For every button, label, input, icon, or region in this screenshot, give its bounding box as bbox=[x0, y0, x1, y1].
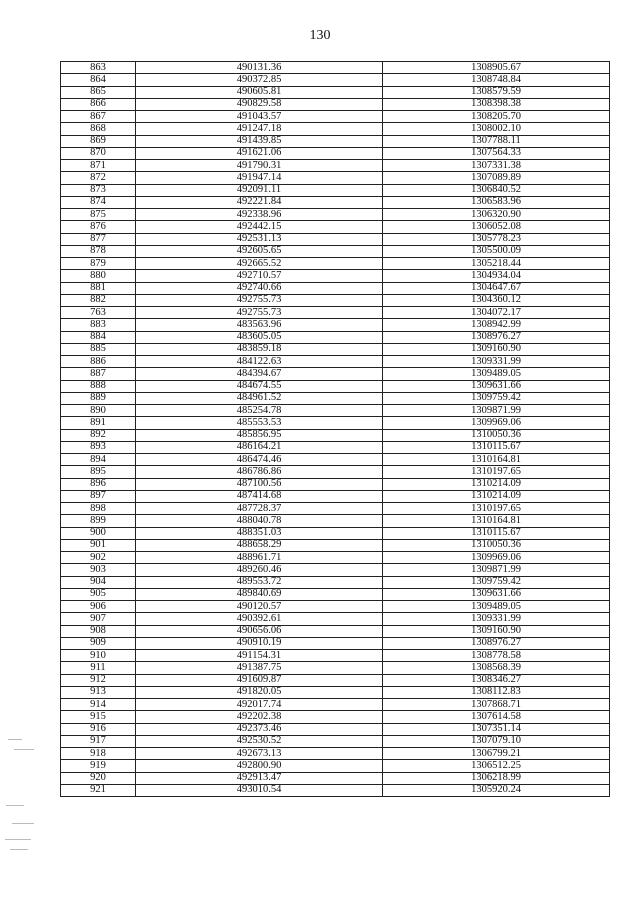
y-coordinate-cell: 1309759.42 bbox=[383, 392, 610, 404]
table-row bbox=[61, 625, 610, 637]
point-number-cell: 897 bbox=[61, 490, 136, 502]
y-coordinate-cell: 1309331.99 bbox=[383, 356, 610, 368]
y-coordinate-cell: 1307614.58 bbox=[383, 711, 610, 723]
table-row bbox=[61, 686, 610, 698]
y-coordinate-cell: 1305500.09 bbox=[383, 245, 610, 257]
y-coordinate-cell: 1310197.65 bbox=[383, 503, 610, 515]
x-coordinate-cell: 488351.03 bbox=[136, 527, 383, 539]
point-number-cell: 870 bbox=[61, 147, 136, 159]
x-coordinate-cell: 487100.56 bbox=[136, 478, 383, 490]
x-coordinate-cell: 486786.86 bbox=[136, 466, 383, 478]
y-coordinate-cell: 1306320.90 bbox=[383, 209, 610, 221]
x-coordinate-cell: 484961.52 bbox=[136, 392, 383, 404]
y-coordinate-cell: 1307351.14 bbox=[383, 723, 610, 735]
point-number-cell: 878 bbox=[61, 245, 136, 257]
table-row bbox=[61, 319, 610, 331]
y-coordinate-cell: 1308748.84 bbox=[383, 74, 610, 86]
y-coordinate-cell: 1307868.71 bbox=[383, 699, 610, 711]
table-row bbox=[61, 478, 610, 490]
point-number-cell: 918 bbox=[61, 748, 136, 760]
point-number-cell: 863 bbox=[61, 62, 136, 74]
point-number-cell: 904 bbox=[61, 576, 136, 588]
point-number-cell: 884 bbox=[61, 331, 136, 343]
table-row bbox=[61, 564, 610, 576]
table-row bbox=[61, 62, 610, 74]
table-row bbox=[61, 111, 610, 123]
y-coordinate-cell: 1310115.67 bbox=[383, 527, 610, 539]
point-number-cell: 883 bbox=[61, 319, 136, 331]
x-coordinate-cell: 490392.61 bbox=[136, 613, 383, 625]
point-number-cell: 876 bbox=[61, 221, 136, 233]
x-coordinate-cell: 489840.69 bbox=[136, 588, 383, 600]
table-row bbox=[61, 86, 610, 98]
table-row bbox=[61, 650, 610, 662]
table-row bbox=[61, 196, 610, 208]
y-coordinate-cell: 1310214.09 bbox=[383, 478, 610, 490]
table-row bbox=[61, 735, 610, 747]
y-coordinate-cell: 1306052.08 bbox=[383, 221, 610, 233]
table-row bbox=[61, 515, 610, 527]
table-row bbox=[61, 417, 610, 429]
table-row bbox=[61, 637, 610, 649]
point-number-cell: 874 bbox=[61, 196, 136, 208]
table-row bbox=[61, 123, 610, 135]
x-coordinate-cell: 491247.18 bbox=[136, 123, 383, 135]
table-row bbox=[61, 539, 610, 551]
y-coordinate-cell: 1310115.67 bbox=[383, 441, 610, 453]
x-coordinate-cell: 488961.71 bbox=[136, 552, 383, 564]
x-coordinate-cell: 483605.05 bbox=[136, 331, 383, 343]
table-row bbox=[61, 343, 610, 355]
y-coordinate-cell: 1309631.66 bbox=[383, 588, 610, 600]
x-coordinate-cell: 492755.73 bbox=[136, 294, 383, 306]
x-coordinate-cell: 485856.95 bbox=[136, 429, 383, 441]
y-coordinate-cell: 1306583.96 bbox=[383, 196, 610, 208]
x-coordinate-cell: 490910.19 bbox=[136, 637, 383, 649]
table-row bbox=[61, 221, 610, 233]
y-coordinate-cell: 1309871.99 bbox=[383, 405, 610, 417]
table-row bbox=[61, 699, 610, 711]
table-row bbox=[61, 356, 610, 368]
coordinates-table-body bbox=[61, 62, 610, 797]
x-coordinate-cell: 492017.74 bbox=[136, 699, 383, 711]
x-coordinate-cell: 491947.14 bbox=[136, 172, 383, 184]
table-row bbox=[61, 772, 610, 784]
point-number-cell: 895 bbox=[61, 466, 136, 478]
point-number-cell: 921 bbox=[61, 784, 136, 796]
y-coordinate-cell: 1308346.27 bbox=[383, 674, 610, 686]
y-coordinate-cell: 1304647.67 bbox=[383, 282, 610, 294]
point-number-cell: 896 bbox=[61, 478, 136, 490]
table-row bbox=[61, 147, 610, 159]
point-number-cell: 909 bbox=[61, 637, 136, 649]
table-row bbox=[61, 392, 610, 404]
table-row bbox=[61, 258, 610, 270]
table-row bbox=[61, 613, 610, 625]
x-coordinate-cell: 488040.78 bbox=[136, 515, 383, 527]
y-coordinate-cell: 1308568.39 bbox=[383, 662, 610, 674]
y-coordinate-cell: 1310214.09 bbox=[383, 490, 610, 502]
y-coordinate-cell: 1308579.59 bbox=[383, 86, 610, 98]
y-coordinate-cell: 1307331.38 bbox=[383, 160, 610, 172]
y-coordinate-cell: 1306799.21 bbox=[383, 748, 610, 760]
x-coordinate-cell: 490372.85 bbox=[136, 74, 383, 86]
table-row bbox=[61, 98, 610, 110]
x-coordinate-cell: 492605.65 bbox=[136, 245, 383, 257]
table-row bbox=[61, 331, 610, 343]
y-coordinate-cell: 1305218.44 bbox=[383, 258, 610, 270]
table-row bbox=[61, 184, 610, 196]
x-coordinate-cell: 485553.53 bbox=[136, 417, 383, 429]
table-row bbox=[61, 588, 610, 600]
y-coordinate-cell: 1308778.58 bbox=[383, 650, 610, 662]
x-coordinate-cell: 487414.68 bbox=[136, 490, 383, 502]
x-coordinate-cell: 492202.38 bbox=[136, 711, 383, 723]
table-row bbox=[61, 368, 610, 380]
point-number-cell: 890 bbox=[61, 405, 136, 417]
point-number-cell: 865 bbox=[61, 86, 136, 98]
table-row bbox=[61, 209, 610, 221]
x-coordinate-cell: 491043.57 bbox=[136, 111, 383, 123]
table-row bbox=[61, 784, 610, 796]
y-coordinate-cell: 1308905.67 bbox=[383, 62, 610, 74]
x-coordinate-cell: 485254.78 bbox=[136, 405, 383, 417]
y-coordinate-cell: 1308112.83 bbox=[383, 686, 610, 698]
point-number-cell: 899 bbox=[61, 515, 136, 527]
x-coordinate-cell: 492755.73 bbox=[136, 307, 383, 319]
point-number-cell: 873 bbox=[61, 184, 136, 196]
table-row bbox=[61, 674, 610, 686]
point-number-cell: 891 bbox=[61, 417, 136, 429]
point-number-cell: 913 bbox=[61, 686, 136, 698]
x-coordinate-cell: 492530.52 bbox=[136, 735, 383, 747]
point-number-cell: 916 bbox=[61, 723, 136, 735]
point-number-cell: 915 bbox=[61, 711, 136, 723]
table-row bbox=[61, 723, 610, 735]
x-coordinate-cell: 484122.63 bbox=[136, 356, 383, 368]
y-coordinate-cell: 1306512.25 bbox=[383, 760, 610, 772]
x-coordinate-cell: 492740.66 bbox=[136, 282, 383, 294]
point-number-cell: 907 bbox=[61, 613, 136, 625]
y-coordinate-cell: 1305920.24 bbox=[383, 784, 610, 796]
table-row bbox=[61, 711, 610, 723]
y-coordinate-cell: 1307564.33 bbox=[383, 147, 610, 159]
y-coordinate-cell: 1306218.99 bbox=[383, 772, 610, 784]
table-row bbox=[61, 503, 610, 515]
point-number-cell: 879 bbox=[61, 258, 136, 270]
x-coordinate-cell: 489553.72 bbox=[136, 576, 383, 588]
table-row bbox=[61, 135, 610, 147]
y-coordinate-cell: 1308205.70 bbox=[383, 111, 610, 123]
table-row bbox=[61, 307, 610, 319]
y-coordinate-cell: 1309759.42 bbox=[383, 576, 610, 588]
table-row bbox=[61, 380, 610, 392]
table-row bbox=[61, 172, 610, 184]
table-row bbox=[61, 245, 610, 257]
point-number-cell: 911 bbox=[61, 662, 136, 674]
point-number-cell: 864 bbox=[61, 74, 136, 86]
table-row bbox=[61, 490, 610, 502]
x-coordinate-cell: 492338.96 bbox=[136, 209, 383, 221]
y-coordinate-cell: 1306840.52 bbox=[383, 184, 610, 196]
x-coordinate-cell: 492091.11 bbox=[136, 184, 383, 196]
point-number-cell: 887 bbox=[61, 368, 136, 380]
y-coordinate-cell: 1309631.66 bbox=[383, 380, 610, 392]
table-row bbox=[61, 760, 610, 772]
point-number-cell: 920 bbox=[61, 772, 136, 784]
y-coordinate-cell: 1310050.36 bbox=[383, 539, 610, 551]
y-coordinate-cell: 1308002.10 bbox=[383, 123, 610, 135]
y-coordinate-cell: 1304072.17 bbox=[383, 307, 610, 319]
x-coordinate-cell: 491439.85 bbox=[136, 135, 383, 147]
point-number-cell: 917 bbox=[61, 735, 136, 747]
point-number-cell: 908 bbox=[61, 625, 136, 637]
point-number-cell: 886 bbox=[61, 356, 136, 368]
x-coordinate-cell: 492665.52 bbox=[136, 258, 383, 270]
y-coordinate-cell: 1310050.36 bbox=[383, 429, 610, 441]
point-number-cell: 902 bbox=[61, 552, 136, 564]
point-number-cell: 906 bbox=[61, 601, 136, 613]
table-row bbox=[61, 466, 610, 478]
point-number-cell: 912 bbox=[61, 674, 136, 686]
x-coordinate-cell: 491609.87 bbox=[136, 674, 383, 686]
x-coordinate-cell: 486164.21 bbox=[136, 441, 383, 453]
y-coordinate-cell: 1307079.10 bbox=[383, 735, 610, 747]
point-number-cell: 885 bbox=[61, 343, 136, 355]
point-number-cell: 892 bbox=[61, 429, 136, 441]
point-number-cell: 893 bbox=[61, 441, 136, 453]
x-coordinate-cell: 489260.46 bbox=[136, 564, 383, 576]
y-coordinate-cell: 1307089.89 bbox=[383, 172, 610, 184]
point-number-cell: 905 bbox=[61, 588, 136, 600]
x-coordinate-cell: 492221.84 bbox=[136, 196, 383, 208]
point-number-cell: 872 bbox=[61, 172, 136, 184]
x-coordinate-cell: 491387.75 bbox=[136, 662, 383, 674]
point-number-cell: 868 bbox=[61, 123, 136, 135]
x-coordinate-cell: 483859.18 bbox=[136, 343, 383, 355]
table-row bbox=[61, 74, 610, 86]
y-coordinate-cell: 1309489.05 bbox=[383, 368, 610, 380]
y-coordinate-cell: 1304360.12 bbox=[383, 294, 610, 306]
y-coordinate-cell: 1309160.90 bbox=[383, 343, 610, 355]
y-coordinate-cell: 1308976.27 bbox=[383, 331, 610, 343]
y-coordinate-cell: 1305778.23 bbox=[383, 233, 610, 245]
table-row bbox=[61, 454, 610, 466]
y-coordinate-cell: 1310197.65 bbox=[383, 466, 610, 478]
point-number-cell: 894 bbox=[61, 454, 136, 466]
x-coordinate-cell: 484674.55 bbox=[136, 380, 383, 392]
x-coordinate-cell: 491154.31 bbox=[136, 650, 383, 662]
x-coordinate-cell: 490829.58 bbox=[136, 98, 383, 110]
point-number-cell: 869 bbox=[61, 135, 136, 147]
table-row bbox=[61, 441, 610, 453]
x-coordinate-cell: 490131.36 bbox=[136, 62, 383, 74]
y-coordinate-cell: 1307788.11 bbox=[383, 135, 610, 147]
point-number-cell: 919 bbox=[61, 760, 136, 772]
x-coordinate-cell: 492373.46 bbox=[136, 723, 383, 735]
point-number-cell: 898 bbox=[61, 503, 136, 515]
coordinates-table bbox=[60, 61, 610, 797]
point-number-cell: 867 bbox=[61, 111, 136, 123]
y-coordinate-cell: 1309489.05 bbox=[383, 601, 610, 613]
x-coordinate-cell: 492710.57 bbox=[136, 270, 383, 282]
point-number-cell: 871 bbox=[61, 160, 136, 172]
table-row bbox=[61, 160, 610, 172]
x-coordinate-cell: 492673.13 bbox=[136, 748, 383, 760]
y-coordinate-cell: 1309969.06 bbox=[383, 552, 610, 564]
point-number-cell: 914 bbox=[61, 699, 136, 711]
point-number-cell: 903 bbox=[61, 564, 136, 576]
table-row bbox=[61, 527, 610, 539]
page-number: 130 bbox=[309, 28, 331, 43]
y-coordinate-cell: 1308976.27 bbox=[383, 637, 610, 649]
x-coordinate-cell: 483563.96 bbox=[136, 319, 383, 331]
x-coordinate-cell: 487728.37 bbox=[136, 503, 383, 515]
point-number-cell: 880 bbox=[61, 270, 136, 282]
point-number-cell: 763 bbox=[61, 307, 136, 319]
x-coordinate-cell: 490605.81 bbox=[136, 86, 383, 98]
margin-scan-marks bbox=[4, 735, 38, 855]
point-number-cell: 877 bbox=[61, 233, 136, 245]
point-number-cell: 882 bbox=[61, 294, 136, 306]
point-number-cell: 881 bbox=[61, 282, 136, 294]
x-coordinate-cell: 492531.13 bbox=[136, 233, 383, 245]
table-row bbox=[61, 576, 610, 588]
table-row bbox=[61, 552, 610, 564]
point-number-cell: 901 bbox=[61, 539, 136, 551]
y-coordinate-cell: 1310164.81 bbox=[383, 515, 610, 527]
x-coordinate-cell: 488658.29 bbox=[136, 539, 383, 551]
y-coordinate-cell: 1309160.90 bbox=[383, 625, 610, 637]
point-number-cell: 900 bbox=[61, 527, 136, 539]
x-coordinate-cell: 492913.47 bbox=[136, 772, 383, 784]
y-coordinate-cell: 1309871.99 bbox=[383, 564, 610, 576]
point-number-cell: 866 bbox=[61, 98, 136, 110]
table-row bbox=[61, 282, 610, 294]
table-row bbox=[61, 748, 610, 760]
point-number-cell: 875 bbox=[61, 209, 136, 221]
x-coordinate-cell: 493010.54 bbox=[136, 784, 383, 796]
table-row bbox=[61, 233, 610, 245]
x-coordinate-cell: 491621.06 bbox=[136, 147, 383, 159]
x-coordinate-cell: 490656.06 bbox=[136, 625, 383, 637]
table-row bbox=[61, 601, 610, 613]
y-coordinate-cell: 1308942.99 bbox=[383, 319, 610, 331]
y-coordinate-cell: 1310164.81 bbox=[383, 454, 610, 466]
table-row bbox=[61, 294, 610, 306]
x-coordinate-cell: 484394.67 bbox=[136, 368, 383, 380]
point-number-cell: 888 bbox=[61, 380, 136, 392]
y-coordinate-cell: 1309969.06 bbox=[383, 417, 610, 429]
x-coordinate-cell: 492800.90 bbox=[136, 760, 383, 772]
y-coordinate-cell: 1308398.38 bbox=[383, 98, 610, 110]
x-coordinate-cell: 491820.05 bbox=[136, 686, 383, 698]
y-coordinate-cell: 1304934.04 bbox=[383, 270, 610, 282]
y-coordinate-cell: 1309331.99 bbox=[383, 613, 610, 625]
point-number-cell: 889 bbox=[61, 392, 136, 404]
table-row bbox=[61, 405, 610, 417]
x-coordinate-cell: 491790.31 bbox=[136, 160, 383, 172]
table-row bbox=[61, 270, 610, 282]
x-coordinate-cell: 486474.46 bbox=[136, 454, 383, 466]
table-row bbox=[61, 429, 610, 441]
table-row bbox=[61, 662, 610, 674]
x-coordinate-cell: 492442.15 bbox=[136, 221, 383, 233]
x-coordinate-cell: 490120.57 bbox=[136, 601, 383, 613]
point-number-cell: 910 bbox=[61, 650, 136, 662]
